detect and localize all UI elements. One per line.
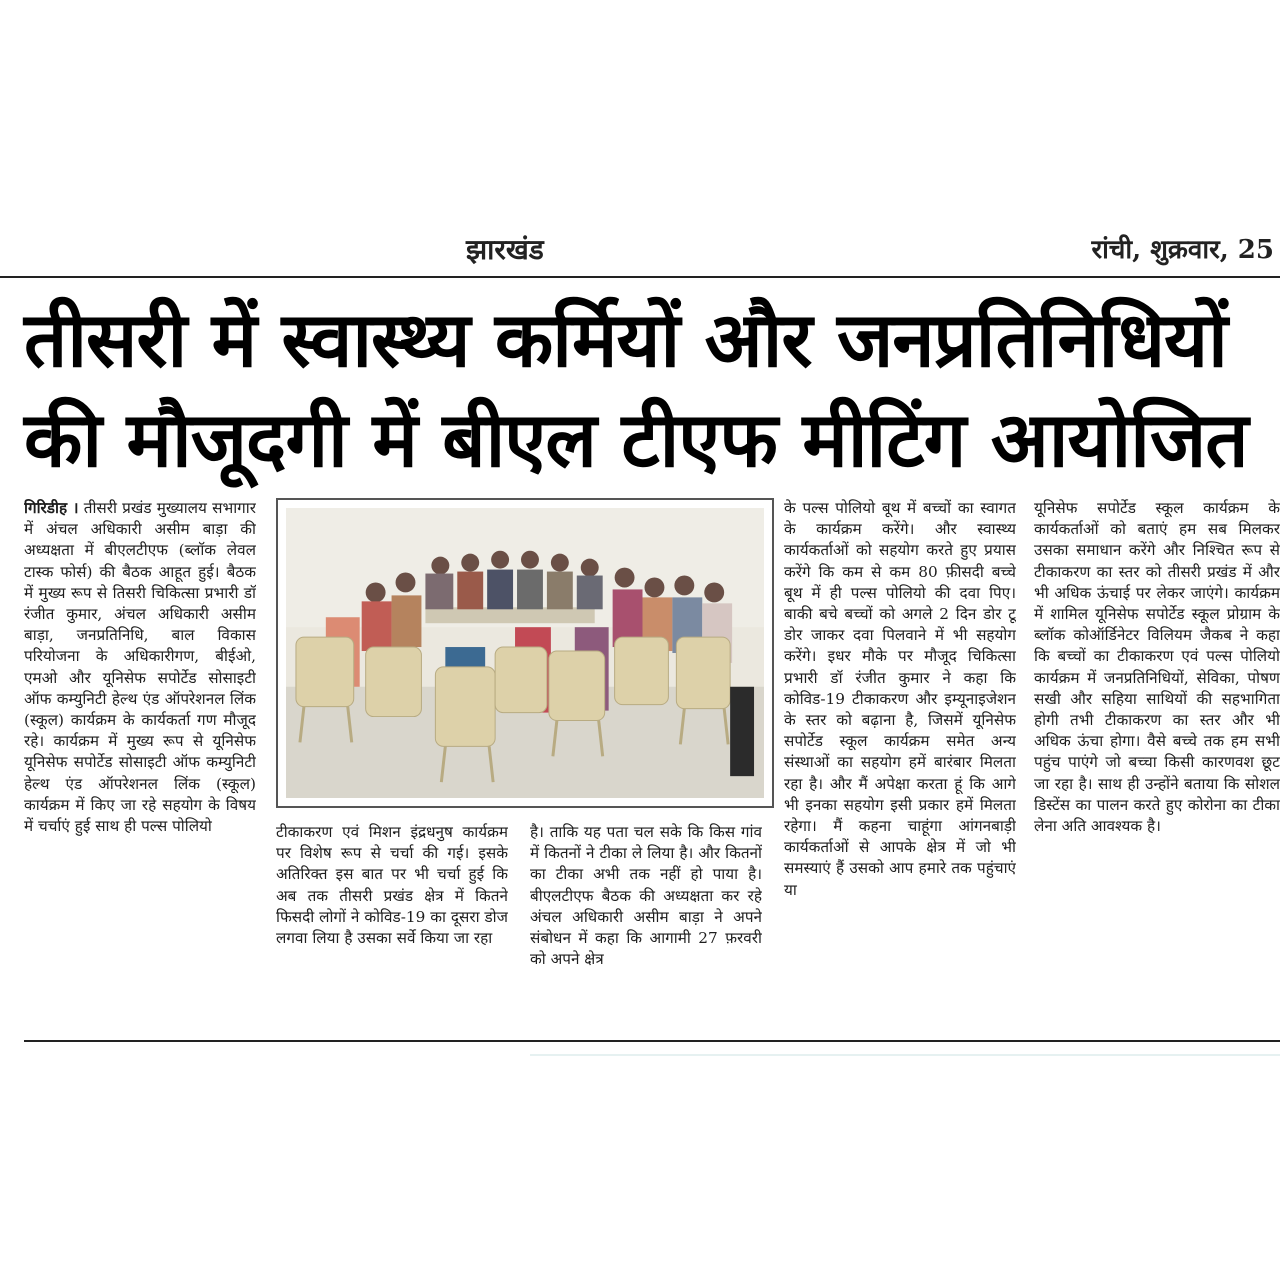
news-photo-frame	[276, 498, 774, 808]
column-3-text: है। ताकि यह पता चल सके कि किस गांव में कितनों ने टीका ले लिया है। और कितनों का टीका अभी तक नहीं हो पाया है। बीएलटीएफ बैठक की अध्यक्षता कर रहे अंचल अधिकारी असीम बाड़ा ने अपने संबोधन में कहा कि आगामी 27 फ़रवरी को अपने क्षेत्र	[530, 823, 762, 969]
column-5-text: यूनिसेफ सपोर्टेड स्कूल कार्यक्रम के कार्यकर्ताओं को बताएं हम सब मिलकर उसका समाधान करेंगे और निश्चित रूप से टीकाकरण का स्तर को तीसरी प्रखंड में और भी अधिक ऊंचाई पर लेकर जाएंगे। कार्यक्रम में शामिल यूनिसेफ सपोर्टेड स्कूल प्रोग्राम के ब्लॉक कोऑर्डिनेटर विलियम जैकब ने कहा कि बच्चों का टीकाकरण एवं पल्स पोलियो कार्यक्रम में जनप्रतिनिधियों, सेविका, पोषण सखी और सहिया साथियों की सहभागिता होगी तभी टीकाकरण का स्तर और भी अधिक ऊंचा होगा। वैसे बच्चे तक हम सभी पहुंच पाएंगे जो बच्चा किसी कारणवश छूट जा रहा है। साथ ही उन्होंने बताया कि सोशल डिस्टेंस का पालन करते हुए कोरोना का टीका लेना अति आवश्यक है।	[1034, 499, 1280, 836]
article-column-4	[784, 498, 1016, 1028]
article-column-2	[276, 822, 508, 1028]
page-header	[0, 228, 1280, 274]
column-4-text: के पल्स पोलियो बूथ में बच्चों का स्वागत के कार्यक्रम करेंगे। और स्वास्थ्य कार्यकर्ताओं को सहयोग करते हुए प्रयास करेंगे कि कम से कम 80 फ़ीसदी बच्चे बूथ में ही पल्स पोलियो की दवा पिए। बाकी बचे बच्चों को अगले 2 दिन डोर टू डोर जाकर दवा पिलवाने में भी सहयोग करेंगे। इधर मौके पर मौजूद चिकित्सा प्रभारी डॉ रंजीत कुमार ने कहा कि कोविड-19 टीकाकरण और इम्यूनाइजेशन के स्तर को बढ़ाना है, जिसमें यूनिसेफ सपोर्टेड स्कूल कार्यक्रम समेत अन्य संस्थाओं का सहयोग हमें बारंबार मिलता रहा है। और मैं अपेक्षा करता हूं कि आगे भी इनका सहयोग इसी प्रकार हमें मिलता रहेगा। मैं कहना चाहूंगा आंगनबाड़ी कार्यकर्ताओं से आपके क्षेत्र में जो भी समस्याएं हैं उसको आप हमारे तक पहुंचाएं या	[784, 499, 1016, 899]
column-1-text: तीसरी प्रखंड मुख्यालय सभागार में अंचल अधिकारी असीम बाड़ा की अध्यक्षता में बीएलटीएफ (ब्लॉक लेवल टास्क फोर्स) की बैठक आहूत हुई। बैठक में मुख्य रूप से तिसरी चिकित्सा प्रभारी डॉ रंजीत कुमार, अंचल अधिकारी असीम बाड़ा, जनप्रतिनिधि, बाल विकास परियोजना के अधिकारीगण, बीईओ, एमओ और यूनिसेफ सपोर्टेड सोसाइटी ऑफ कम्युनिटी हेल्थ एंड ऑपरेशनल लिंक (स्कूल) कार्यक्रम के कार्यकर्ता गण मौजूद रहे। कार्यक्रम में मुख्य रूप से यूनिसेफ यूनिसेफ सपोर्टेड सोसाइटी ऑफ कम्युनिटी हेल्थ एंड ऑपरेशनल लिंक (स्कूल) कार्यक्रम में किए जा रहे सहयोग के विषय में चर्चाएं हुई साथ ही पल्स पोलियो	[24, 499, 256, 836]
column-2-text: टीकाकरण एवं मिशन इंद्रधनुष कार्यक्रम पर विशेष रूप से चर्चा की गई। इसके अतिरिक्त इस बात पर भी चर्चा हुई कि अब तक तीसरी प्रखंड क्षेत्र में कितने फिसदी लोगों ने कोविड-19 का दूसरा डोज लगवा लिया है उसका सर्वे किया जा रहा	[276, 823, 508, 948]
article-column-5	[1034, 498, 1280, 1028]
article-body	[24, 498, 1280, 1028]
meeting-photo	[286, 508, 764, 798]
headline-line-1: तीसरी में स्वास्थ्य कर्मियों और जनप्रतिनिधियों	[24, 295, 1227, 384]
dateline: रांची, शुक्रवार, 25	[1091, 235, 1274, 265]
headline-line-2: की मौजूदगी में बीएल टीएफ मीटिंग आयोजित	[24, 395, 1248, 484]
article-column-3	[530, 822, 762, 1028]
article-column-1	[24, 498, 256, 1028]
bottom-rule	[24, 1040, 1280, 1042]
faint-rule	[530, 1054, 1280, 1056]
city-name: गिरिडीह ।	[24, 499, 79, 517]
top-rule	[0, 276, 1280, 278]
headline	[24, 290, 1274, 490]
section-name: झारखंड	[466, 233, 544, 266]
